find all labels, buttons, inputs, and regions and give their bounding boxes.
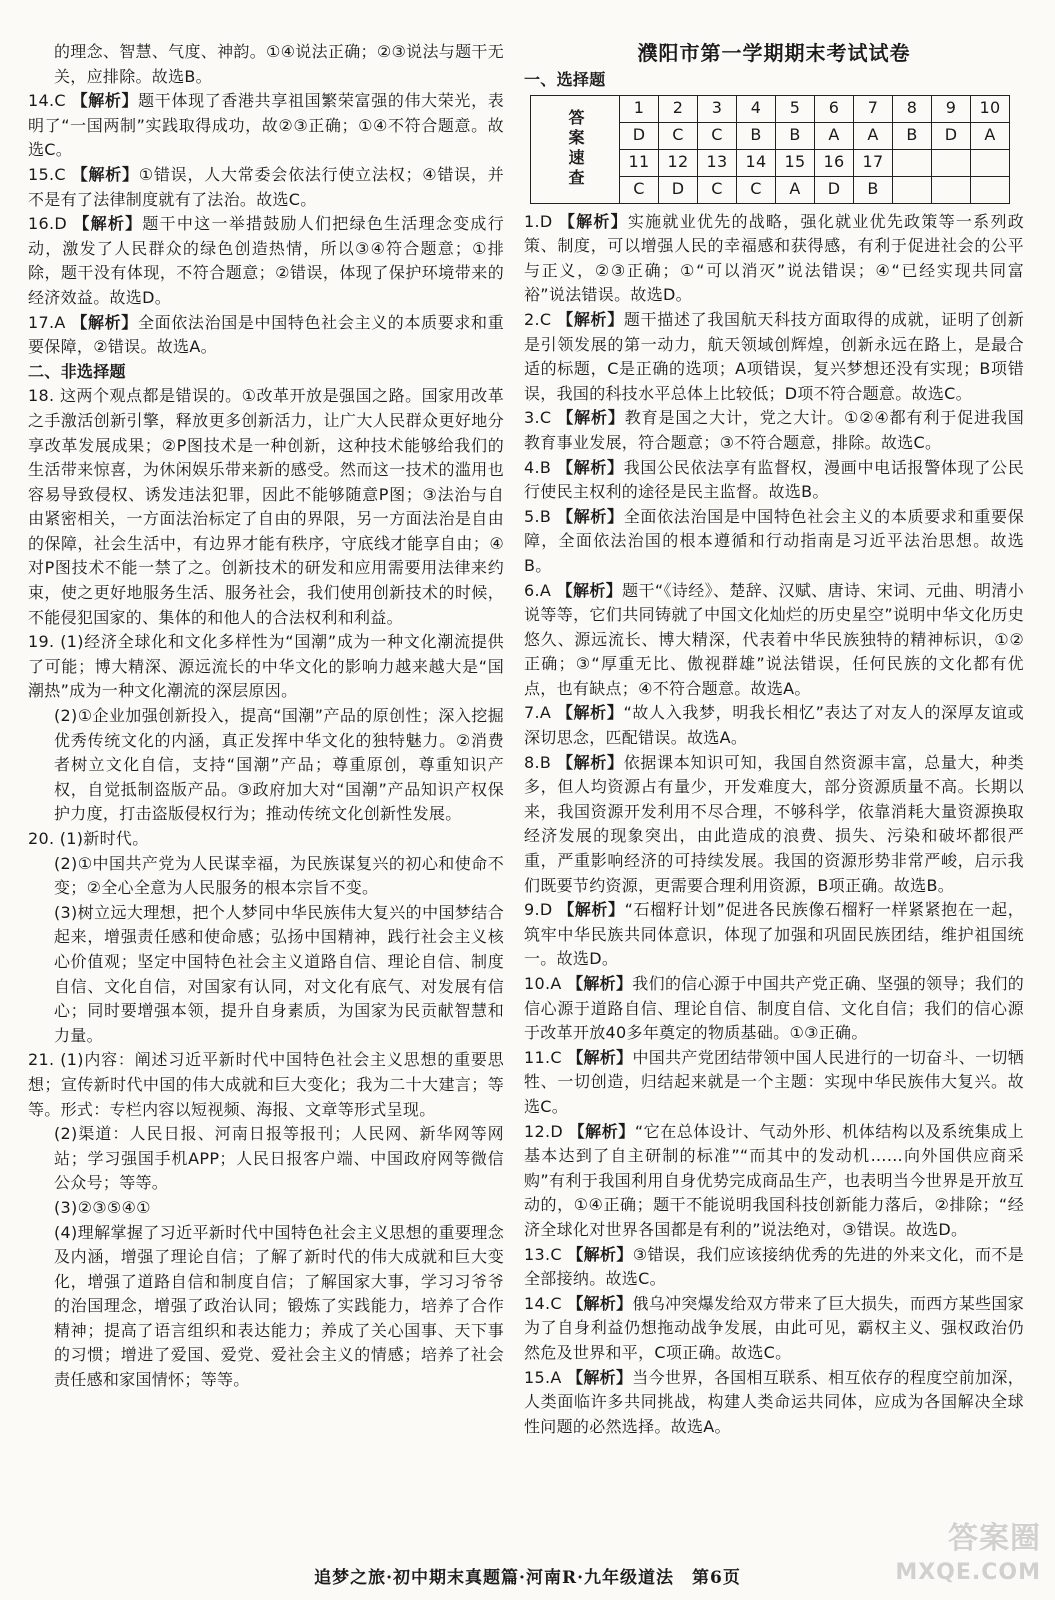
table-cell: [932, 149, 971, 176]
table-cell: [971, 149, 1010, 176]
answer-number: 4.B: [524, 457, 557, 477]
left-essay-answer-3: [28, 827, 504, 852]
table-cell: 16: [815, 149, 854, 176]
table-cell: 10: [971, 95, 1010, 122]
answer-number: 15.C: [28, 164, 72, 184]
answer-text: (1)新时代。: [59, 829, 149, 848]
left-choice-answer-4: [28, 311, 504, 360]
analysis-tag: 【解析】: [558, 211, 628, 231]
section-title-choice: 一、选择题: [524, 70, 606, 89]
analysis-tag: 【解析】: [567, 974, 633, 993]
right-choice-answer-3: [524, 456, 1024, 505]
answer-text: (2)①企业加强创新投入，提高“国潮”产品的原创性；深入挖掘优秀传统文化的内涵，真正发挥中华文化的独特魅力。②消费者树立文化自信，支持“国潮”产品；尊重原创，尊重知识产权，自觉抵制盗版产品。③政府加大对“国潮”产品知识产权保护力度，打击盗版侵权行为；推动传统文化创新性发展。: [54, 706, 504, 824]
answer-text: 题干描述了我国航天科技方面取得的成就，证明了创新是引领发展的第一动力，航天领域创辉煌，创新永远在路上，是最合适的标题，C是正确的选项；A项错误，复兴梦想还没有实现；B项错误，我国的科技水平总体上比较低；D项不符合题意。故选C。: [524, 309, 1025, 403]
answer-text: 俄乌冲突爆发给双方带来了巨大损失，而西方某些国家为了自身利益仍想拖动战争发展，由此可见，霸权主义、强权政治仍然危及世界和平，C项正确。故选C。: [524, 1293, 1025, 1362]
answer-text: “它在总体设计、气动外形、机体结构以及系统集成上基本达到了自主研制的标准”“而其中的发动机……向外国供应商采购”有利于我国利用自身优势完成商品生产，也表明当今世界是开放互动的，①④正确；题干不能说明我国科技创新能力落后，②排除；“经济全球化对世界各国都是有利的”说法绝对，③错误。故选D。: [524, 1121, 1025, 1239]
answer-text: 题干“《诗经》、楚辞、汉赋、唐诗、宋词、元曲、明清小说等等，它们共同铸就了中国文化灿烂的历史星空”说明中华文化历史悠久、源远流长、博大精深，代表着中华民族独特的精神标识，①②正确；③“厚重无比、傲视群雄”说法错误，任何民族的文化都有优点，也有缺点；④不符合题意。故选A。: [524, 580, 1025, 698]
table-cell: 6: [815, 95, 854, 122]
answer-text: ①错误，人大常委会依法行使立法权；④错误，并不是有了法律制度就有了法治。故选C。: [28, 164, 505, 209]
table-cell: C: [659, 122, 698, 149]
analysis-tag: 【解析】: [73, 214, 143, 234]
exam-title: 濮阳市第一学期期末考试试卷: [637, 41, 911, 65]
answer-number: 3.C: [524, 408, 558, 428]
table-cell: A: [776, 176, 815, 203]
answer-text: 教育是国之大计，党之大计。①②④都有利于促进我国教育事业发展，符合题意；③不符合题意，排除。故选C。: [524, 408, 1024, 452]
left-essay-answer-0: [28, 384, 504, 630]
answer-text: 我们的信心源于中国共产党正确、坚强的领导；我们的信心源于道路自信、理论自信、制度自信、文化自信；我们的信心源于改革开放40多年奠定的物质基础。①③正确。: [524, 974, 1024, 1043]
right-choice-answer-9: [524, 972, 1024, 1046]
answer-number: 13.C: [524, 1244, 568, 1264]
answer-number: 11.C: [524, 1047, 568, 1067]
right-choice-answer-0: [524, 210, 1024, 308]
answer-number: 14.C: [524, 1293, 568, 1313]
answer-table-header: 答案速查: [531, 95, 620, 203]
answer-text: (2)渠道：人民日报、河南日报等报刊；人民网、新华网等网站；学习强国手机APP；人民日报客户端、中国政府网等微信公众号；等等。: [54, 1124, 504, 1193]
answer-text: (1)经济全球化和文化多样性为“国潮”成为一种文化潮流提供了可能；博大精深、源远流长的中华文化的影响力越来越大是“国潮热”成为一种文化潮流的深层原因。: [28, 632, 504, 701]
table-cell: [932, 176, 971, 203]
answer-number: 12.D: [524, 1121, 569, 1141]
table-cell: 7: [854, 95, 893, 122]
table-cell: 3: [698, 95, 737, 122]
left-essay-answer-5: [28, 901, 504, 1049]
left-choice-answer-3: [28, 212, 504, 310]
left-column: [28, 40, 504, 1393]
answer-text: ③错误，我们应该接纳优秀的先进的外来文化，而不是全部接纳。故选C。: [524, 1244, 1025, 1289]
table-cell: 12: [659, 149, 698, 176]
answer-text: “故人入我梦，明我长相忆”表达了对友人的深厚友谊或深切思念，匹配错误。故选A。: [524, 703, 1024, 748]
table-cell: B: [737, 122, 776, 149]
analysis-tag: 【解析】: [556, 506, 624, 526]
right-choice-answer-10: [524, 1046, 1024, 1120]
analysis-tag: 【解析】: [568, 1121, 635, 1141]
left-essay-answer-6: [28, 1048, 504, 1122]
analysis-tag: 【解析】: [71, 312, 138, 332]
table-cell: 1: [620, 95, 659, 122]
answer-text: (4)理解掌握了习近平新时代中国特色社会主义思想的重要理念及内涵，增强了理论自信；了解了新时代的伟大成就和巨大变化，增强了道路自信和制度自信；了解国家大事，学习习爷爷的治国理念，增强了政治认同；锻炼了实践能力，培养了合作精神；提高了语言组织和表达能力；养成了关心国事、天下事的习惯；增进了爱国、爱党、爱社会主义的情感；培养了社会责任感和家国情怀；等等。: [54, 1222, 504, 1390]
left-essay-answer-4: [28, 852, 504, 901]
analysis-tag: 【解析】: [567, 1244, 633, 1264]
answer-number: 10.A: [524, 974, 567, 993]
left-essay-answer-9: [28, 1221, 504, 1393]
page-footer: 追梦之旅·初中期末真题篇·河南R·九年级道法 第6页: [314, 1568, 741, 1588]
analysis-tag: 【解析】: [557, 408, 625, 428]
table-cell: 17: [854, 149, 893, 176]
left-essay-answer-1: [28, 630, 504, 704]
right-answers: [524, 210, 1024, 1440]
answer-text: “石榴籽计划”促进各民族像石榴籽一样紧紧抱在一起，筑牢中华民族共同体意识，体现了加强和巩固民族团结，维护祖国统一。故选D。: [524, 900, 1024, 969]
answer-number: 20.: [28, 829, 60, 848]
left-essay-answer-2: [28, 704, 504, 827]
table-cell: B: [893, 122, 932, 149]
table-cell: [971, 176, 1010, 203]
table-cell: 8: [893, 95, 932, 122]
answer-number: 18.: [28, 386, 60, 406]
right-choice-answer-4: [524, 505, 1024, 579]
table-cell: [893, 149, 932, 176]
table-cell: 11: [620, 149, 659, 176]
analysis-tag: 【解析】: [556, 752, 624, 772]
answer-text: 全面依法治国是中国特色社会主义的本质要求和重要保障，全面依法治国的根本遵循和行动指南是习近平法治思想。故选B。: [524, 506, 1025, 575]
table-cell: A: [854, 122, 893, 149]
table-cell: C: [698, 176, 737, 203]
right-choice-answer-6: [524, 701, 1024, 750]
table-cell: D: [659, 176, 698, 203]
table-cell: 2: [659, 95, 698, 122]
table-cell: C: [620, 176, 659, 203]
table-cell: C: [737, 176, 776, 203]
left-choice-answer-0: [28, 40, 504, 89]
answer-text: (1)内容：阐述习近平新时代中国特色社会主义思想的重要思想；宣传新时代中国的伟大成就和巨大变化；我为二十大建言；等等。形式：专栏内容以短视频、海报、文章等形式呈现。: [28, 1050, 504, 1119]
left-essay-answer-8: [28, 1196, 504, 1221]
table-cell: D: [932, 122, 971, 149]
watermark-logo: 答案圈 MXQE.COM: [895, 1521, 1041, 1585]
answer-text: 全面依法治国是中国特色社会主义的本质要求和重要保障，②错误。故选A。: [28, 312, 505, 357]
right-choice-answer-2: [524, 406, 1024, 455]
table-cell: D: [815, 176, 854, 203]
right-choice-answer-12: [524, 1243, 1024, 1292]
answer-text: 题干中这一举措鼓励人们把绿色生活理念变成行动，激发了人民群众的绿色创造热情，所以③④符合题意；①排除，题干没有体现，不符合题意；②错误，体现了保护环境带来的经济效益。故选D。: [28, 214, 504, 307]
answer-number: 1.D: [524, 211, 559, 231]
table-cell: A: [815, 122, 854, 149]
right-choice-answer-7: [524, 751, 1024, 899]
answer-number: 17.A: [28, 312, 72, 332]
table-cell: A: [971, 122, 1010, 149]
right-choice-answer-13: [524, 1292, 1024, 1366]
analysis-tag: 【解析】: [556, 703, 624, 723]
answer-text: (3)树立远大理想，把个人梦同中华民族伟大复兴的中国梦结合起来，增强责任感和使命感；弘扬中国精神，践行社会主义核心价值观；坚定中国特色社会主义道路自信、理论自信、制度自信、文化自信，对国家有认同，对文化有底气、对发展有信心；同时要增强本领，提升自身素质，为国家为民贡献智慧和力量。: [54, 902, 504, 1045]
answer-text: 中国共产党团结带领中国人民进行的一切奋斗、一切牺牲、一切创造，归结起来就是一个主题：实现中华民族伟大复兴。故选C。: [524, 1047, 1025, 1116]
table-cell: [893, 176, 932, 203]
analysis-tag: 【解析】: [558, 900, 625, 920]
answer-text: 我国公民依法享有监督权，漫画中电话报警体现了公民行使民主权利的途径是民主监督。故选B。: [524, 457, 1025, 502]
answer-number: 19.: [28, 632, 61, 652]
answer-table: [530, 95, 1010, 204]
left-choice-answer-2: [28, 163, 504, 212]
answer-text: 的理念、智慧、气度、神韵。①④说法正确；②③说法与题干无关，应排除。故选B。: [54, 42, 504, 86]
table-cell: 15: [776, 149, 815, 176]
left-essay-answer-7: [28, 1122, 504, 1196]
answer-number: 6.A: [524, 580, 557, 600]
table-cell: D: [620, 122, 659, 149]
right-column: [524, 40, 1024, 1439]
right-choice-answer-8: [524, 898, 1024, 972]
left-choice-answer-1: [28, 89, 504, 163]
right-choice-answer-14: [524, 1366, 1024, 1440]
analysis-tag: 【解析】: [567, 1293, 633, 1313]
answer-text: (2)①中国共产党为人民谋幸福，为民族谋复兴的初心和使命不变；②全心全意为人民服务的根本宗旨不变。: [54, 853, 504, 898]
analysis-tag: 【解析】: [71, 164, 139, 184]
section-title-nonchoice: 二、非选择题: [28, 361, 126, 381]
analysis-tag: 【解析】: [556, 457, 624, 477]
analysis-tag: 【解析】: [557, 309, 624, 329]
table-cell: 5: [776, 95, 815, 122]
table-cell: B: [854, 176, 893, 203]
answer-number: 8.B: [524, 752, 557, 772]
answer-text: 当今世界，各国相互联系、相互依存的程度空前加深，人类面临许多共同挑战，构建人类命运共同体，应成为各国解决全球性问题的必然选择。故选A。: [524, 1367, 1024, 1436]
table-cell: 14: [737, 149, 776, 176]
answer-text: 这两个观点都是错误的。①改革开放是强国之路。国家用改革之手激活创新引擎，释放更多创新活力，让广大人民群众更好地分享改革发展成果；②P图技术是一种创新，这种技术能够给我们的生活带来惊喜，为休闲娱乐带来新的感受。然而这一技术的滥用也容易导致侵权、诱发违法犯罪，因此不能够随意P图；③法治与自由紧密相关，一方面法治标定了自由的界限，另一方面法治是自由的保障，社会生活中，有边界才能有秩序，守底线才能享自由；④对P图技术不能一禁了之。创新技术的研发和应用需要用法律来约束，使之更好地服务生活、服务社会，我们使用创新技术的时候，不能侵犯国家的、集体的和他人的合法权利和利益。: [28, 386, 504, 627]
table-cell: 9: [932, 95, 971, 122]
answer-text: (3)②③⑤④①: [54, 1197, 151, 1217]
answer-text: 依据课本知识可知，我国自然资源丰富，总量大，种类多，但人均资源占有量少，开发难度大，部分资源质量不高。长期以来，我国资源开发利用不尽合理，不够科学，依靠消耗大量资源换取经济发展的现象突出，由此造成的浪费、损失、污染和破坏都很严重，严重影响经济的可持续发展。我国的资源形势非常严峻，启示我们既要节约资源，更需要合理利用资源，B项正确。故选B。: [524, 752, 1025, 895]
table-cell: C: [698, 122, 737, 149]
analysis-tag: 【解析】: [71, 91, 139, 111]
analysis-tag: 【解析】: [556, 580, 623, 600]
table-cell: 4: [737, 95, 776, 122]
answer-number: 5.B: [524, 506, 557, 526]
answer-number: 9.D: [524, 900, 559, 920]
answer-number: 16.D: [28, 214, 74, 234]
right-choice-answer-5: [524, 579, 1024, 702]
analysis-tag: 【解析】: [567, 1047, 633, 1067]
answer-number: 21.: [28, 1050, 61, 1070]
right-choice-answer-1: [524, 308, 1024, 406]
answer-number: 15.A: [524, 1367, 567, 1387]
answer-text: 实施就业优先的战略，强化就业优先政策等一系列政策、制度，可以增强人民的幸福感和获得感，有利于促进社会的公平与正义，②③正确；①“可以消灭”说法错误；④“已经实现共同富裕”说法错误。故选D。: [524, 211, 1025, 305]
answer-number: 7.A: [524, 703, 557, 723]
answer-number: 2.C: [524, 309, 558, 329]
right-choice-answer-11: [524, 1120, 1024, 1243]
answer-number: 14.C: [28, 91, 72, 111]
answer-text: 题干体现了香港共享祖国繁荣富强的伟大荣光，表明了“一国两制”实践取得成功，故②③正确；①④不符合题意。故选C。: [28, 91, 505, 160]
table-cell: 13: [698, 149, 737, 176]
table-cell: B: [776, 122, 815, 149]
analysis-tag: 【解析】: [567, 1367, 633, 1387]
